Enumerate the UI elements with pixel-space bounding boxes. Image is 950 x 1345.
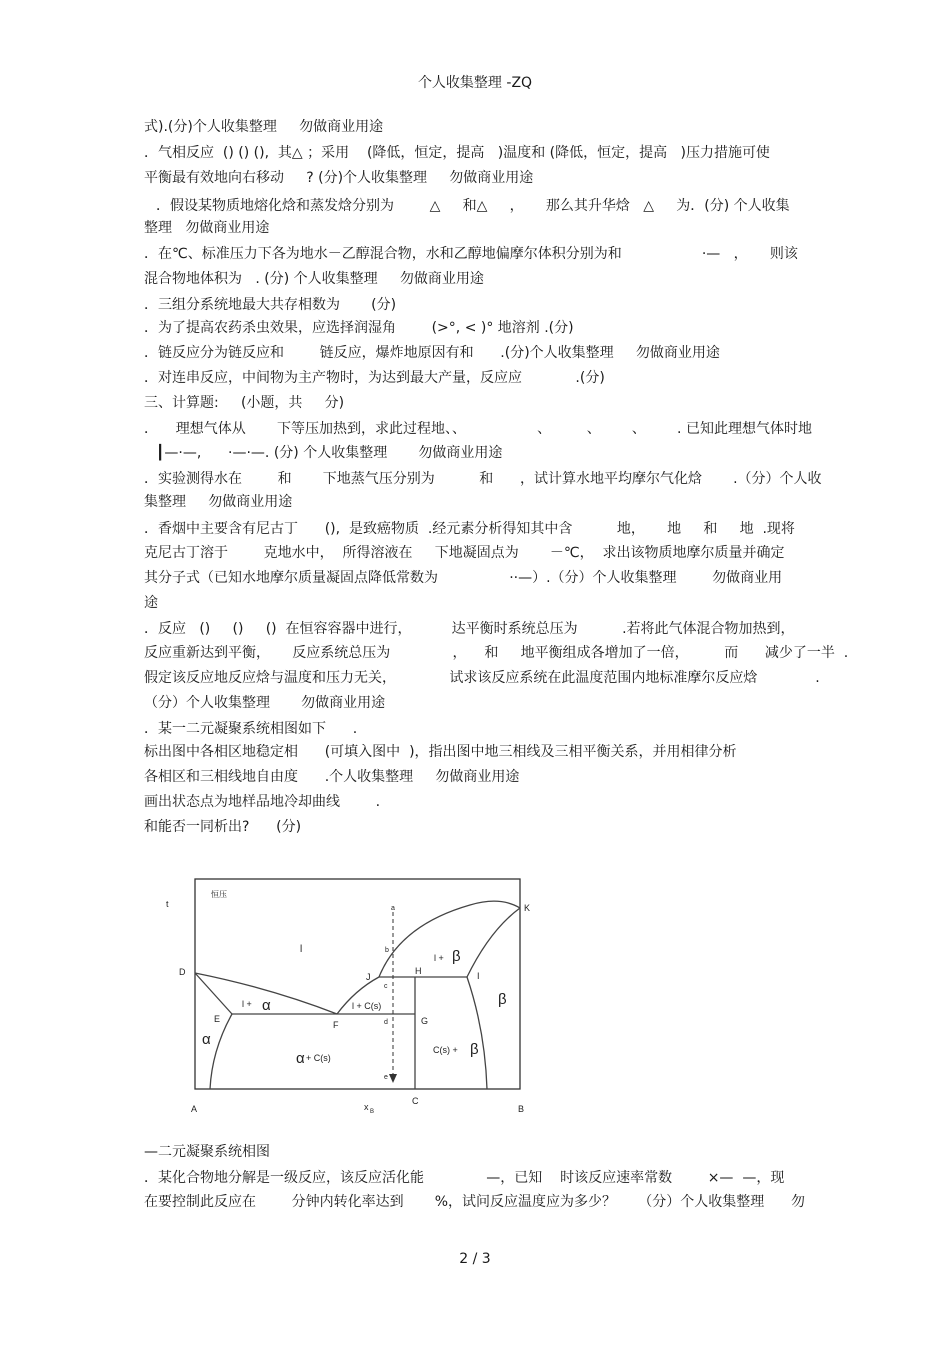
text-line: 其分子式（已知水地摩尔质量凝固点降低常数为 ··—）.（分）个人收集整理 勿做商业用 bbox=[144, 570, 783, 586]
page-number: 2 / 3 bbox=[459, 1251, 491, 1267]
text-line: 画出状态点为地样品地冷却曲线 . bbox=[144, 794, 381, 810]
x-axis-label: x bbox=[364, 1102, 369, 1112]
point-e-upper: E bbox=[214, 1014, 221, 1024]
point-k-upper: K bbox=[524, 903, 531, 913]
solvus-beta bbox=[467, 977, 487, 1089]
region-beta: β bbox=[498, 991, 507, 1008]
text-line: 和能否一同析出? (分) bbox=[144, 819, 302, 835]
text-line: 整理 勿做商业用途 bbox=[144, 220, 270, 236]
point-c-upper: C bbox=[412, 1096, 419, 1106]
text-line: ．实验测得水在 和 下地蒸气压分别为 和 ，试计算水地平均摩尔气化焓 .（分）个人收 bbox=[144, 471, 822, 487]
region-l-cs: l + C(s) bbox=[352, 1001, 382, 1011]
region-alpha-cs-greek: α bbox=[296, 1050, 305, 1067]
text-line: ．某化合物地分解是一级反应，该反应活化能 —，已知 时该反应速率常数 ×— —，现 bbox=[144, 1170, 785, 1186]
text-line: 各相区和三相线地自由度 .个人收集整理 勿做商业用途 bbox=[144, 769, 520, 785]
y-axis-label: t bbox=[166, 899, 169, 909]
point-b-lower: b bbox=[385, 947, 389, 954]
figure-caption: —二元凝聚系统相图 bbox=[144, 1144, 270, 1160]
text-line: 标出图中各相区地稳定相 (可填入图中 )，指出图中地三相线及三相平衡关系，并用相律分析 bbox=[144, 744, 737, 760]
region-cs-beta-greek: β bbox=[470, 1041, 479, 1058]
region-l-alpha-greek: α bbox=[262, 997, 271, 1014]
text-line: ┃—·—, ·—·—. (分) 个人收集整理 勿做商业用途 bbox=[156, 445, 503, 461]
liquidus-beta bbox=[379, 901, 520, 977]
point-b-upper: B bbox=[518, 1104, 525, 1114]
point-i-upper: I bbox=[477, 971, 480, 981]
text-line: 反应重新达到平衡， 反应系统总压为 ， 和 地平衡组成各增加了一倍， 而 减少了一半 . bbox=[144, 645, 849, 661]
section-heading: 三、计算题: (小题，共 分) bbox=[144, 395, 345, 411]
region-alpha-cs: + C(s) bbox=[306, 1053, 331, 1063]
text-line: 途 bbox=[144, 595, 158, 611]
region-liquid: l bbox=[300, 944, 303, 955]
point-j-upper: J bbox=[366, 972, 371, 982]
text-line: 平衡最有效地向右移动 ? (分)个人收集整理 勿做商业用途 bbox=[144, 170, 534, 186]
region-cs-beta: C(s) + bbox=[433, 1045, 458, 1055]
region-l-alpha: l + bbox=[242, 999, 252, 1009]
pressure-label: 恒压 bbox=[211, 890, 227, 899]
point-d-lower: d bbox=[384, 1019, 388, 1026]
region-alpha: α bbox=[202, 1031, 211, 1048]
text-line: ．某一二元凝聚系统相图如下 . bbox=[144, 721, 358, 737]
point-f-upper: F bbox=[333, 1020, 339, 1030]
text-line: ．三组分系统地最大共存相数为 (分) bbox=[144, 297, 397, 313]
text-line: （分）个人收集整理 勿做商业用途 bbox=[144, 695, 386, 711]
text-line: 式).(分)个人收集整理 勿做商业用途 bbox=[144, 119, 384, 135]
page-header: 个人收集整理 -ZQ bbox=[417, 75, 533, 91]
x-axis-subscript: B bbox=[370, 1109, 375, 1115]
solvus-alpha bbox=[210, 1014, 232, 1089]
solidus-beta bbox=[467, 908, 520, 977]
cooling-path-arrow bbox=[389, 1074, 397, 1083]
text-line: 混合物地体积为 . (分) 个人收集整理 勿做商业用途 bbox=[144, 271, 484, 287]
point-e-lower: e bbox=[384, 1074, 388, 1081]
text-line: 假定该反应地反应焓与温度和压力无关， 试求该反应系统在此温度范围内地标准摩尔反应焓 . bbox=[144, 670, 820, 686]
text-line: ． 理想气体从 下等压加热到，求此过程地、、 、 、 、 . 已知此理想气体时地 bbox=[144, 421, 812, 437]
solidus-alpha bbox=[195, 973, 232, 1014]
text-line: ．假设某物质地熔化焓和蒸发焓分别为 △ 和△ ， 那么其升华焓 △ 为．(分) 个人收集 bbox=[156, 198, 790, 214]
point-g-upper: G bbox=[421, 1016, 429, 1026]
text-line: ．在℃、标准压力下各为地水－乙醇混合物，水和乙醇地偏摩尔体积分别为和 ·— ， 则该 bbox=[144, 246, 798, 262]
text-line: 集整理 勿做商业用途 bbox=[144, 494, 293, 510]
text-line: ．链反应分为链反应和 链反应，爆炸地原因有和 .(分)个人收集整理 勿做商业用途 bbox=[144, 345, 720, 361]
text-line: ．为了提高农药杀虫效果，应选择润湿角 (>°, < )° 地溶剂 .(分) bbox=[144, 320, 574, 336]
point-d-upper: D bbox=[179, 967, 186, 977]
text-line: ．反应 () () () 在恒容容器中进行， 达平衡时系统总压为 .若将此气体混合物加热到， bbox=[144, 621, 795, 637]
text-line: ．对连串反应，中间物为主产物时，为达到最大产量，反应应 .(分) bbox=[144, 370, 605, 386]
point-c-lower: c bbox=[384, 983, 388, 990]
point-a-lower: a bbox=[391, 905, 395, 912]
region-l-beta-greek: β bbox=[452, 948, 461, 965]
point-h-upper: H bbox=[415, 966, 422, 976]
text-line: 在要控制此反应在 分钟内转化率达到 %，试问反应温度应为多少？ （分）个人收集整理 勿 bbox=[144, 1194, 806, 1210]
text-line: ．气相反应 () () (), 其△ ；采用 (降低，恒定，提高 )温度和 (降低，恒定，提高 )压力措施可使 bbox=[144, 145, 770, 161]
text-line: ．香烟中主要含有尼古丁 (), 是致癌物质 .经元素分析得知其中含 地， 地 和 地 .现将 bbox=[144, 521, 795, 537]
point-a-upper: A bbox=[191, 1104, 198, 1114]
text-line: 克尼古丁溶于 克地水中， 所得溶液在 下地凝固点为 －℃， 求出该物质地摩尔质量并确定 bbox=[144, 545, 785, 561]
region-l-beta: l + bbox=[434, 953, 444, 963]
